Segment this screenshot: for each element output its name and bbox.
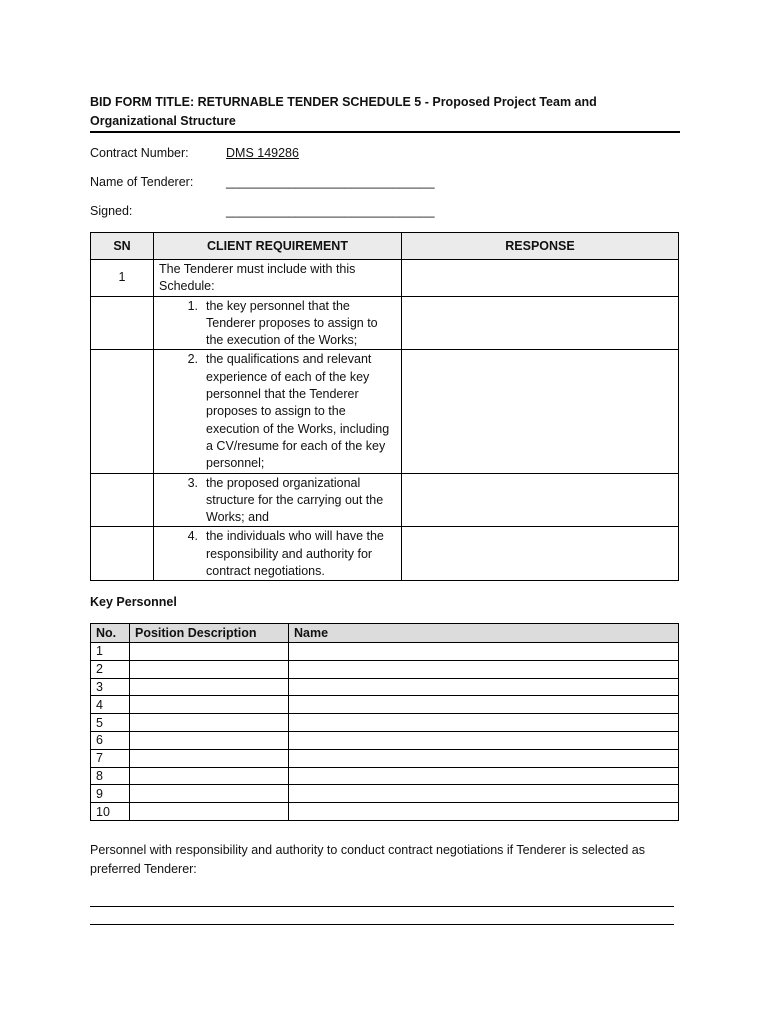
- name-cell[interactable]: [289, 643, 679, 661]
- requirement-cell: [154, 296, 402, 350]
- row-number: 9: [91, 785, 130, 803]
- bid-form-title: BID FORM TITLE: RETURNABLE TENDER SCHEDULE 5 - Proposed Project Team and Organizational Structure: [90, 95, 597, 128]
- table-row: [91, 696, 679, 714]
- sn-header: SN: [91, 233, 154, 260]
- table-row: [91, 660, 679, 678]
- sn-cell: [91, 527, 154, 581]
- table-row: [91, 749, 679, 767]
- client-requirement-header: CLIENT REQUIREMENT: [154, 233, 402, 260]
- position-cell[interactable]: [130, 660, 289, 678]
- title-divider: [90, 131, 680, 133]
- table-row: [91, 731, 679, 749]
- name-cell[interactable]: [289, 785, 679, 803]
- table-row: [91, 803, 679, 821]
- row-number: 4: [91, 696, 130, 714]
- signed-label: Signed:: [90, 204, 133, 218]
- list-text: the individuals who will have the responsibility and authority for contract negotiations.: [206, 529, 384, 579]
- name-header: Name: [289, 624, 679, 643]
- table-header-row: [91, 233, 679, 260]
- list-item: [154, 474, 401, 527]
- table-row: [91, 473, 679, 527]
- response-cell[interactable]: [402, 350, 679, 473]
- list-text: the key personnel that the Tenderer proposes to assign to the execution of the Works;: [206, 298, 378, 348]
- row-number: 10: [91, 803, 130, 821]
- row-number: 5: [91, 714, 130, 732]
- position-cell[interactable]: [130, 785, 289, 803]
- response-cell[interactable]: [402, 260, 679, 297]
- response-cell[interactable]: [402, 296, 679, 350]
- name-cell[interactable]: [289, 731, 679, 749]
- list-number: 1.: [187, 298, 198, 313]
- no-header: No.: [91, 624, 130, 643]
- list-item: [154, 297, 401, 350]
- negotiation-personnel-paragraph: Personnel with responsibility and authority to conduct contract negotiations if Tenderer is selected as preferred Tenderer:: [90, 843, 645, 876]
- name-cell[interactable]: [289, 660, 679, 678]
- row-number: 8: [91, 767, 130, 785]
- name-cell[interactable]: [289, 714, 679, 732]
- row-number: 6: [91, 731, 130, 749]
- response-cell[interactable]: [402, 473, 679, 527]
- name-cell[interactable]: [289, 767, 679, 785]
- table-row: [91, 785, 679, 803]
- key-personnel-header-row: [91, 624, 679, 643]
- position-cell[interactable]: [130, 643, 289, 661]
- key-personnel-table: [90, 623, 679, 821]
- table-row: [91, 260, 679, 297]
- signature-blank[interactable]: ______________________________: [226, 204, 435, 218]
- negotiation-personnel-blank-1[interactable]: [90, 906, 674, 907]
- requirement-cell: [154, 527, 402, 581]
- sn-cell: [91, 296, 154, 350]
- requirement-cell: [154, 350, 402, 473]
- row-number: 7: [91, 749, 130, 767]
- requirement-cell: [154, 260, 402, 297]
- negotiation-personnel-blank-2[interactable]: [90, 924, 674, 925]
- name-cell[interactable]: [289, 749, 679, 767]
- list-item: [154, 527, 401, 580]
- list-number: 4.: [187, 529, 198, 544]
- contract-number-value: DMS 149286: [226, 146, 299, 160]
- position-cell[interactable]: [130, 803, 289, 821]
- list-text: the qualifications and relevant experience of each of the key personnel that the Tenderer proposes to assign to the execution of the Works, including a CV/resume for each of the key personnel;: [206, 352, 390, 471]
- position-cell[interactable]: [130, 678, 289, 696]
- row-number: 3: [91, 678, 130, 696]
- position-cell[interactable]: [130, 731, 289, 749]
- table-row: [91, 767, 679, 785]
- position-cell[interactable]: [130, 696, 289, 714]
- row-number: 1: [91, 643, 130, 661]
- row-number: 2: [91, 660, 130, 678]
- table-row: [91, 643, 679, 661]
- requirement-intro: The Tenderer must include with this Schedule:: [159, 262, 356, 294]
- position-cell[interactable]: [130, 714, 289, 732]
- tenderer-name-label: Name of Tenderer:: [90, 175, 194, 189]
- position-cell[interactable]: [130, 749, 289, 767]
- name-cell[interactable]: [289, 803, 679, 821]
- list-item: [154, 350, 401, 472]
- name-cell[interactable]: [289, 696, 679, 714]
- sn-cell: [91, 473, 154, 527]
- client-requirements-table: [90, 232, 679, 581]
- requirement-cell: [154, 473, 402, 527]
- table-row: [91, 350, 679, 473]
- list-text: the proposed organizational structure for the carrying out the Works; and: [206, 475, 384, 525]
- table-row: [91, 714, 679, 732]
- response-header: RESPONSE: [402, 233, 679, 260]
- sn-cell: 1: [91, 260, 154, 297]
- position-description-header: Position Description: [130, 624, 289, 643]
- sn-cell: [91, 350, 154, 473]
- contract-number-label: Contract Number:: [90, 146, 189, 160]
- position-cell[interactable]: [130, 767, 289, 785]
- tenderer-name-blank[interactable]: ______________________________: [226, 175, 435, 189]
- list-number: 2.: [187, 352, 198, 367]
- name-cell[interactable]: [289, 678, 679, 696]
- table-row: [91, 527, 679, 581]
- table-row: [91, 296, 679, 350]
- key-personnel-heading: Key Personnel: [90, 595, 177, 609]
- response-cell[interactable]: [402, 527, 679, 581]
- table-row: [91, 678, 679, 696]
- list-number: 3.: [187, 475, 198, 490]
